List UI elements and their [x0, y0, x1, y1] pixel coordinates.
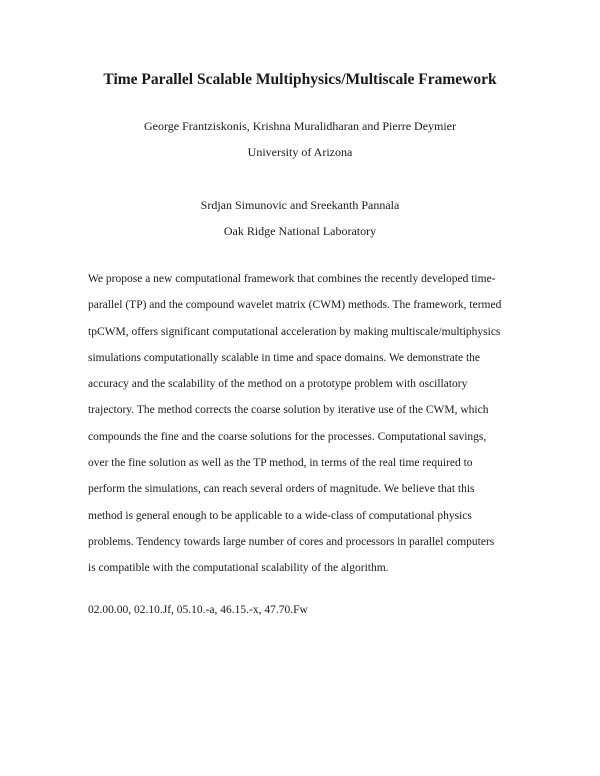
- affiliation-2: Oak Ridge National Laboratory: [223, 224, 377, 238]
- abstract-line: problems. Tendency towards large number of cores and processors in parallel computers: [88, 535, 495, 548]
- abstract-line: tpCWM, offers significant computational acceleration by making multiscale/multiphysics: [88, 325, 501, 338]
- abstract-line: simulations computationally scalable in time and space domains. We demonstrate the: [88, 351, 480, 364]
- abstract-line: accuracy and the scalability of the method on a prototype problem with oscillatory: [88, 378, 468, 391]
- author-list-1: George Frantziskonis, Krishna Muralidharan and Pierre Deymier: [143, 119, 457, 133]
- author-list-2: Srdjan Simunovic and Sreekanth Pannala: [200, 198, 400, 212]
- abstract-line: over the fine solution as well as the TP method, in terms of the real time required to: [88, 457, 473, 470]
- abstract-line: We propose a new computational framework that combines the recently developed time-: [88, 273, 496, 285]
- pacs-keywords: 02.00.00, 02.10.Jf, 05.10.-a, 46.15.-x, 47.70.Fw: [88, 604, 308, 616]
- abstract-line: parallel (TP) and the compound wavelet matrix (CWM) methods. The framework, termed: [88, 299, 502, 312]
- abstract: [88, 271, 522, 587]
- paper-title: Time Parallel Scalable Multiphysics/Multiscale Framework: [103, 71, 497, 88]
- abstract-line: method is general enough to be applicable to a wide-class of computational physics: [88, 509, 472, 522]
- abstract-line: perform the simulations, can reach several orders of magnitude. We believe that this: [88, 483, 475, 496]
- affiliation-1: University of Arizona: [247, 145, 353, 159]
- abstract-line: compounds the fine and the coarse solutions for the processes. Computational savings,: [88, 430, 487, 443]
- abstract-line: is compatible with the computational scalability of the algorithm.: [88, 562, 389, 575]
- abstract-line: trajectory. The method corrects the coarse solution by iterative use of the CWM, which: [88, 404, 489, 417]
